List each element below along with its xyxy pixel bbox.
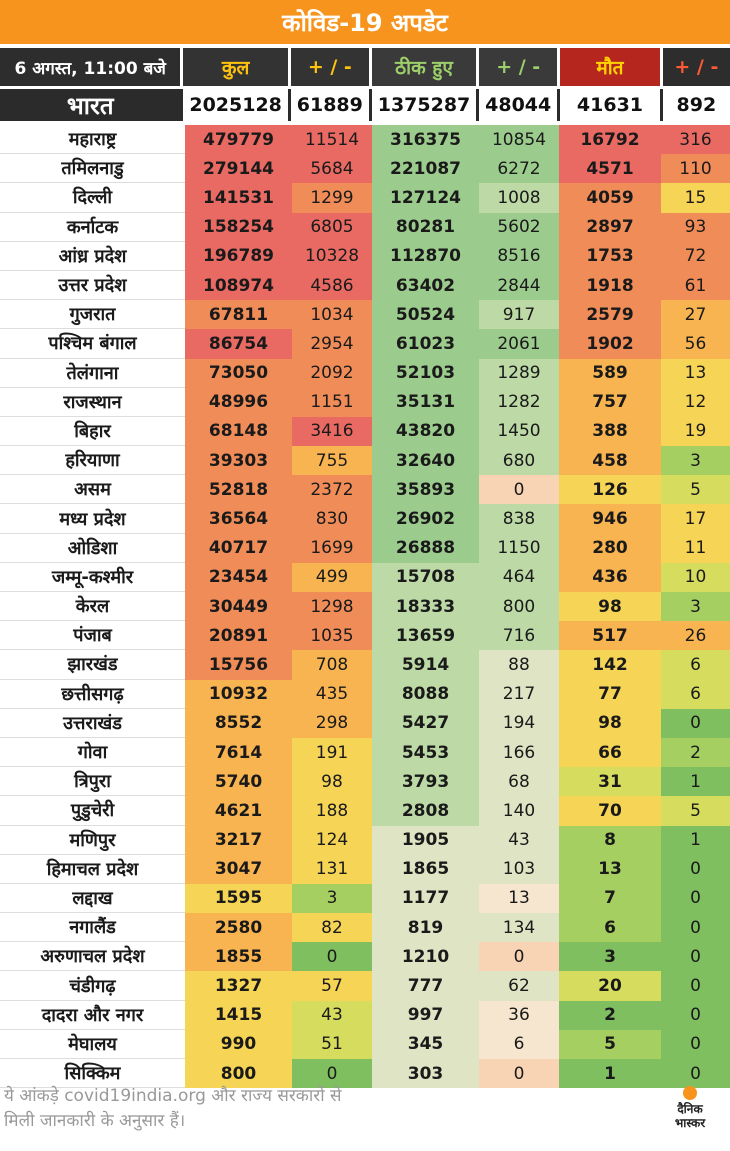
state-total: 68148	[185, 417, 292, 446]
state-deaths-change: 13	[661, 359, 730, 388]
india-label: भारत	[0, 89, 180, 121]
state-deaths: 126	[559, 475, 661, 504]
table-header	[0, 48, 730, 86]
state-recovered: 5914	[372, 650, 479, 679]
state-total: 48996	[185, 388, 292, 417]
state-recovered: 50524	[372, 300, 479, 329]
table-row	[0, 1030, 730, 1059]
state-deaths: 458	[559, 446, 661, 475]
table-row	[0, 271, 730, 300]
table-row	[0, 942, 730, 971]
table-row	[0, 183, 730, 212]
state-deaths: 1	[559, 1059, 661, 1088]
state-deaths-change: 27	[661, 300, 730, 329]
state-total: 158254	[185, 213, 292, 242]
table-row	[0, 884, 730, 913]
state-total: 2580	[185, 913, 292, 942]
state-total: 20891	[185, 621, 292, 650]
state-deaths-change: 72	[661, 242, 730, 271]
state-total-change: 0	[292, 942, 372, 971]
state-recovered-change: 680	[479, 446, 559, 475]
state-recovered-change: 1150	[479, 534, 559, 563]
state-name: पुडुचेरी	[0, 796, 185, 825]
table-row	[0, 650, 730, 679]
state-name: असम	[0, 475, 185, 504]
state-deaths: 20	[559, 971, 661, 1000]
state-deaths: 589	[559, 359, 661, 388]
state-recovered: 1177	[372, 884, 479, 913]
state-deaths: 70	[559, 796, 661, 825]
state-name: हरियाणा	[0, 446, 185, 475]
state-name: उत्तराखंड	[0, 709, 185, 738]
table-row	[0, 796, 730, 825]
state-deaths-change: 1	[661, 767, 730, 796]
state-deaths: 16792	[559, 125, 661, 154]
state-total: 4621	[185, 796, 292, 825]
source-note-line1: ये आंकड़े covid19india.org और राज्य सरकारों से	[4, 1086, 342, 1106]
state-total: 52818	[185, 475, 292, 504]
state-total-change: 499	[292, 563, 372, 592]
state-recovered-change: 2061	[479, 329, 559, 358]
state-deaths-change: 110	[661, 154, 730, 183]
state-recovered-change: 464	[479, 563, 559, 592]
column-total-change: + / -	[291, 48, 369, 86]
state-total-change: 82	[292, 913, 372, 942]
state-recovered-change: 10854	[479, 125, 559, 154]
state-deaths-change: 0	[661, 942, 730, 971]
table-row	[0, 359, 730, 388]
state-name: चंडीगढ़	[0, 971, 185, 1000]
state-total: 1415	[185, 1001, 292, 1030]
state-deaths-change: 5	[661, 475, 730, 504]
state-recovered: 5427	[372, 709, 479, 738]
state-recovered: 13659	[372, 621, 479, 650]
state-recovered-change: 43	[479, 826, 559, 855]
state-total: 279144	[185, 154, 292, 183]
state-name: तमिलनाडु	[0, 154, 185, 183]
column-deaths: मौत	[560, 48, 659, 86]
page-title: कोविड-19 अपडेट	[0, 0, 730, 44]
state-deaths-change: 93	[661, 213, 730, 242]
state-total-change: 10328	[292, 242, 372, 271]
state-recovered-change: 8516	[479, 242, 559, 271]
table-row	[0, 1001, 730, 1030]
table-row	[0, 125, 730, 154]
state-recovered-change: 917	[479, 300, 559, 329]
state-name: ओडिशा	[0, 534, 185, 563]
state-total-change: 0	[292, 1059, 372, 1088]
state-recovered-change: 140	[479, 796, 559, 825]
state-deaths-change: 3	[661, 446, 730, 475]
state-recovered-change: 0	[479, 1059, 559, 1088]
state-total-change: 1298	[292, 592, 372, 621]
table-row	[0, 709, 730, 738]
state-deaths-change: 15	[661, 183, 730, 212]
state-total-change: 51	[292, 1030, 372, 1059]
state-total-change: 98	[292, 767, 372, 796]
state-recovered: 3793	[372, 767, 479, 796]
table-row	[0, 213, 730, 242]
state-deaths: 2897	[559, 213, 661, 242]
state-total-change: 1035	[292, 621, 372, 650]
dainik-bhaskar-logo	[660, 1086, 720, 1136]
column-total: कुल	[183, 48, 287, 86]
state-recovered: 303	[372, 1059, 479, 1088]
state-deaths: 8	[559, 826, 661, 855]
table-row	[0, 621, 730, 650]
table-row	[0, 913, 730, 942]
state-recovered-change: 88	[479, 650, 559, 679]
state-recovered-change: 1289	[479, 359, 559, 388]
column-deaths-change: + / -	[663, 48, 730, 86]
state-total-change: 5684	[292, 154, 372, 183]
state-recovered-change: 716	[479, 621, 559, 650]
state-name: गुजरात	[0, 300, 185, 329]
state-total: 73050	[185, 359, 292, 388]
state-recovered-change: 1282	[479, 388, 559, 417]
state-deaths-change: 6	[661, 680, 730, 709]
state-name: मेघालय	[0, 1030, 185, 1059]
table-row	[0, 534, 730, 563]
table-row	[0, 826, 730, 855]
state-deaths: 31	[559, 767, 661, 796]
state-recovered: 61023	[372, 329, 479, 358]
state-recovered: 18333	[372, 592, 479, 621]
logo-text-1: दैनिक	[677, 1102, 703, 1116]
state-name: छत्तीसगढ़	[0, 680, 185, 709]
state-name: अरुणाचल प्रदेश	[0, 942, 185, 971]
column-recovered: ठीक हुए	[372, 48, 476, 86]
state-recovered: 819	[372, 913, 479, 942]
state-recovered-change: 62	[479, 971, 559, 1000]
state-total: 86754	[185, 329, 292, 358]
state-total: 3217	[185, 826, 292, 855]
state-name: तेलंगाना	[0, 359, 185, 388]
state-name: केरल	[0, 592, 185, 621]
state-total-change: 124	[292, 826, 372, 855]
state-deaths-change: 19	[661, 417, 730, 446]
state-total: 108974	[185, 271, 292, 300]
state-recovered-change: 800	[479, 592, 559, 621]
state-deaths: 142	[559, 650, 661, 679]
state-recovered: 316375	[372, 125, 479, 154]
state-name: बिहार	[0, 417, 185, 446]
table-row	[0, 475, 730, 504]
state-total-change: 4586	[292, 271, 372, 300]
state-total-change: 2372	[292, 475, 372, 504]
column-recovered-change: + / -	[479, 48, 557, 86]
state-deaths: 1753	[559, 242, 661, 271]
state-name: मध्य प्रदेश	[0, 504, 185, 533]
state-deaths: 1918	[559, 271, 661, 300]
state-deaths-change: 0	[661, 884, 730, 913]
state-total: 1855	[185, 942, 292, 971]
state-recovered-change: 5602	[479, 213, 559, 242]
state-total: 23454	[185, 563, 292, 592]
state-total-change: 57	[292, 971, 372, 1000]
state-recovered-change: 838	[479, 504, 559, 533]
state-total: 40717	[185, 534, 292, 563]
state-total-change: 1299	[292, 183, 372, 212]
india-recovered: 1375287	[372, 89, 476, 121]
update-date: 6 अगस्त, 11:00 बजे	[0, 48, 180, 86]
state-total-change: 6805	[292, 213, 372, 242]
state-total-change: 708	[292, 650, 372, 679]
state-deaths: 2	[559, 1001, 661, 1030]
state-total: 36564	[185, 504, 292, 533]
state-deaths-change: 0	[661, 1001, 730, 1030]
state-total: 479779	[185, 125, 292, 154]
state-total-change: 1699	[292, 534, 372, 563]
state-deaths-change: 11	[661, 534, 730, 563]
state-recovered-change: 68	[479, 767, 559, 796]
state-total: 39303	[185, 446, 292, 475]
state-total-change: 830	[292, 504, 372, 533]
state-recovered-change: 6272	[479, 154, 559, 183]
india-recovered-change: 48044	[479, 89, 557, 121]
state-total: 67811	[185, 300, 292, 329]
state-total: 141531	[185, 183, 292, 212]
state-deaths-change: 0	[661, 913, 730, 942]
state-name: त्रिपुरा	[0, 767, 185, 796]
table-row	[0, 388, 730, 417]
state-deaths-change: 12	[661, 388, 730, 417]
state-recovered: 221087	[372, 154, 479, 183]
state-name: सिक्किम	[0, 1059, 185, 1088]
state-deaths-change: 2	[661, 738, 730, 767]
table-row	[0, 855, 730, 884]
state-total: 10932	[185, 680, 292, 709]
state-total-change: 1034	[292, 300, 372, 329]
state-recovered-change: 13	[479, 884, 559, 913]
state-recovered: 5453	[372, 738, 479, 767]
state-deaths: 98	[559, 709, 661, 738]
state-name: पंजाब	[0, 621, 185, 650]
table-row	[0, 242, 730, 271]
state-deaths: 2579	[559, 300, 661, 329]
state-recovered-change: 0	[479, 475, 559, 504]
state-name: महाराष्ट्र	[0, 125, 185, 154]
state-name: लद्दाख	[0, 884, 185, 913]
table-row	[0, 446, 730, 475]
state-recovered: 63402	[372, 271, 479, 300]
state-recovered-change: 2844	[479, 271, 559, 300]
state-total: 1327	[185, 971, 292, 1000]
state-name: आंध्र प्रदेश	[0, 242, 185, 271]
state-deaths-change: 0	[661, 971, 730, 1000]
state-deaths-change: 3	[661, 592, 730, 621]
source-note	[4, 1084, 424, 1134]
state-recovered: 43820	[372, 417, 479, 446]
state-recovered: 997	[372, 1001, 479, 1030]
state-recovered: 35131	[372, 388, 479, 417]
state-name: नगालैंड	[0, 913, 185, 942]
table-row	[0, 738, 730, 767]
state-deaths-change: 56	[661, 329, 730, 358]
india-deaths-change: 892	[663, 89, 730, 121]
state-deaths: 757	[559, 388, 661, 417]
state-deaths: 280	[559, 534, 661, 563]
table-row	[0, 563, 730, 592]
state-deaths: 77	[559, 680, 661, 709]
state-deaths: 13	[559, 855, 661, 884]
table-row	[0, 504, 730, 533]
india-total: 2025128	[183, 89, 287, 121]
state-deaths: 7	[559, 884, 661, 913]
state-recovered: 345	[372, 1030, 479, 1059]
state-total-change: 191	[292, 738, 372, 767]
state-recovered: 32640	[372, 446, 479, 475]
source-note-line2: मिली जानकारी के अनुसार हैं।	[4, 1111, 186, 1131]
state-total-change: 43	[292, 1001, 372, 1030]
state-recovered-change: 134	[479, 913, 559, 942]
table-row	[0, 767, 730, 796]
india-total-change: 61889	[291, 89, 369, 121]
state-deaths: 4059	[559, 183, 661, 212]
state-deaths-change: 1	[661, 826, 730, 855]
state-recovered-change: 194	[479, 709, 559, 738]
state-recovered-change: 6	[479, 1030, 559, 1059]
state-total-change: 131	[292, 855, 372, 884]
state-total-change: 298	[292, 709, 372, 738]
state-total-change: 435	[292, 680, 372, 709]
state-deaths: 517	[559, 621, 661, 650]
table-row	[0, 680, 730, 709]
state-total: 8552	[185, 709, 292, 738]
state-name: उत्तर प्रदेश	[0, 271, 185, 300]
state-deaths-change: 0	[661, 709, 730, 738]
state-recovered: 112870	[372, 242, 479, 271]
state-deaths-change: 26	[661, 621, 730, 650]
state-recovered-change: 0	[479, 942, 559, 971]
state-total: 196789	[185, 242, 292, 271]
state-deaths: 3	[559, 942, 661, 971]
state-total: 5740	[185, 767, 292, 796]
state-recovered: 26902	[372, 504, 479, 533]
state-recovered: 52103	[372, 359, 479, 388]
state-recovered: 127124	[372, 183, 479, 212]
state-total-change: 3	[292, 884, 372, 913]
state-total: 1595	[185, 884, 292, 913]
state-deaths: 1902	[559, 329, 661, 358]
state-deaths: 98	[559, 592, 661, 621]
state-recovered: 1865	[372, 855, 479, 884]
state-total: 3047	[185, 855, 292, 884]
state-recovered: 2808	[372, 796, 479, 825]
state-recovered: 80281	[372, 213, 479, 242]
table-row	[0, 300, 730, 329]
state-name: जम्मू-कश्मीर	[0, 563, 185, 592]
state-deaths-change: 0	[661, 1030, 730, 1059]
state-total: 30449	[185, 592, 292, 621]
state-name: गोवा	[0, 738, 185, 767]
state-recovered: 1905	[372, 826, 479, 855]
state-recovered-change: 217	[479, 680, 559, 709]
table-row	[0, 592, 730, 621]
state-total-change: 188	[292, 796, 372, 825]
india-total-row	[0, 89, 730, 121]
state-name: राजस्थान	[0, 388, 185, 417]
state-recovered: 35893	[372, 475, 479, 504]
india-deaths: 41631	[560, 89, 659, 121]
state-deaths-change: 6	[661, 650, 730, 679]
state-deaths: 946	[559, 504, 661, 533]
state-recovered-change: 1450	[479, 417, 559, 446]
state-deaths-change: 17	[661, 504, 730, 533]
state-total: 990	[185, 1030, 292, 1059]
state-total: 15756	[185, 650, 292, 679]
state-deaths: 436	[559, 563, 661, 592]
state-name: हिमाचल प्रदेश	[0, 855, 185, 884]
state-recovered-change: 103	[479, 855, 559, 884]
state-deaths-change: 0	[661, 855, 730, 884]
logo-text-2: भास्कर	[674, 1116, 706, 1130]
state-recovered-change: 1008	[479, 183, 559, 212]
state-table	[0, 125, 730, 1088]
state-recovered: 777	[372, 971, 479, 1000]
state-total-change: 755	[292, 446, 372, 475]
state-name: पश्चिम बंगाल	[0, 329, 185, 358]
state-name: कर्नाटक	[0, 213, 185, 242]
state-deaths-change: 0	[661, 1059, 730, 1088]
state-deaths: 66	[559, 738, 661, 767]
state-deaths-change: 61	[661, 271, 730, 300]
state-deaths-change: 10	[661, 563, 730, 592]
state-deaths: 5	[559, 1030, 661, 1059]
state-name: मणिपुर	[0, 826, 185, 855]
state-recovered-change: 166	[479, 738, 559, 767]
state-total-change: 1151	[292, 388, 372, 417]
state-total-change: 2954	[292, 329, 372, 358]
state-total-change: 3416	[292, 417, 372, 446]
table-row	[0, 154, 730, 183]
state-name: दादरा और नगर	[0, 1001, 185, 1030]
table-row	[0, 971, 730, 1000]
state-name: झारखंड	[0, 650, 185, 679]
state-deaths-change: 316	[661, 125, 730, 154]
footer	[0, 1084, 730, 1151]
state-total-change: 2092	[292, 359, 372, 388]
state-total-change: 11514	[292, 125, 372, 154]
state-deaths: 6	[559, 913, 661, 942]
table-row	[0, 417, 730, 446]
state-recovered: 15708	[372, 563, 479, 592]
state-name: दिल्ली	[0, 183, 185, 212]
state-total: 7614	[185, 738, 292, 767]
state-deaths-change: 5	[661, 796, 730, 825]
state-recovered-change: 36	[479, 1001, 559, 1030]
sun-icon	[683, 1086, 697, 1100]
state-total: 800	[185, 1059, 292, 1088]
state-recovered: 8088	[372, 680, 479, 709]
table-row	[0, 329, 730, 358]
state-deaths: 388	[559, 417, 661, 446]
state-deaths: 4571	[559, 154, 661, 183]
state-recovered: 26888	[372, 534, 479, 563]
state-recovered: 1210	[372, 942, 479, 971]
